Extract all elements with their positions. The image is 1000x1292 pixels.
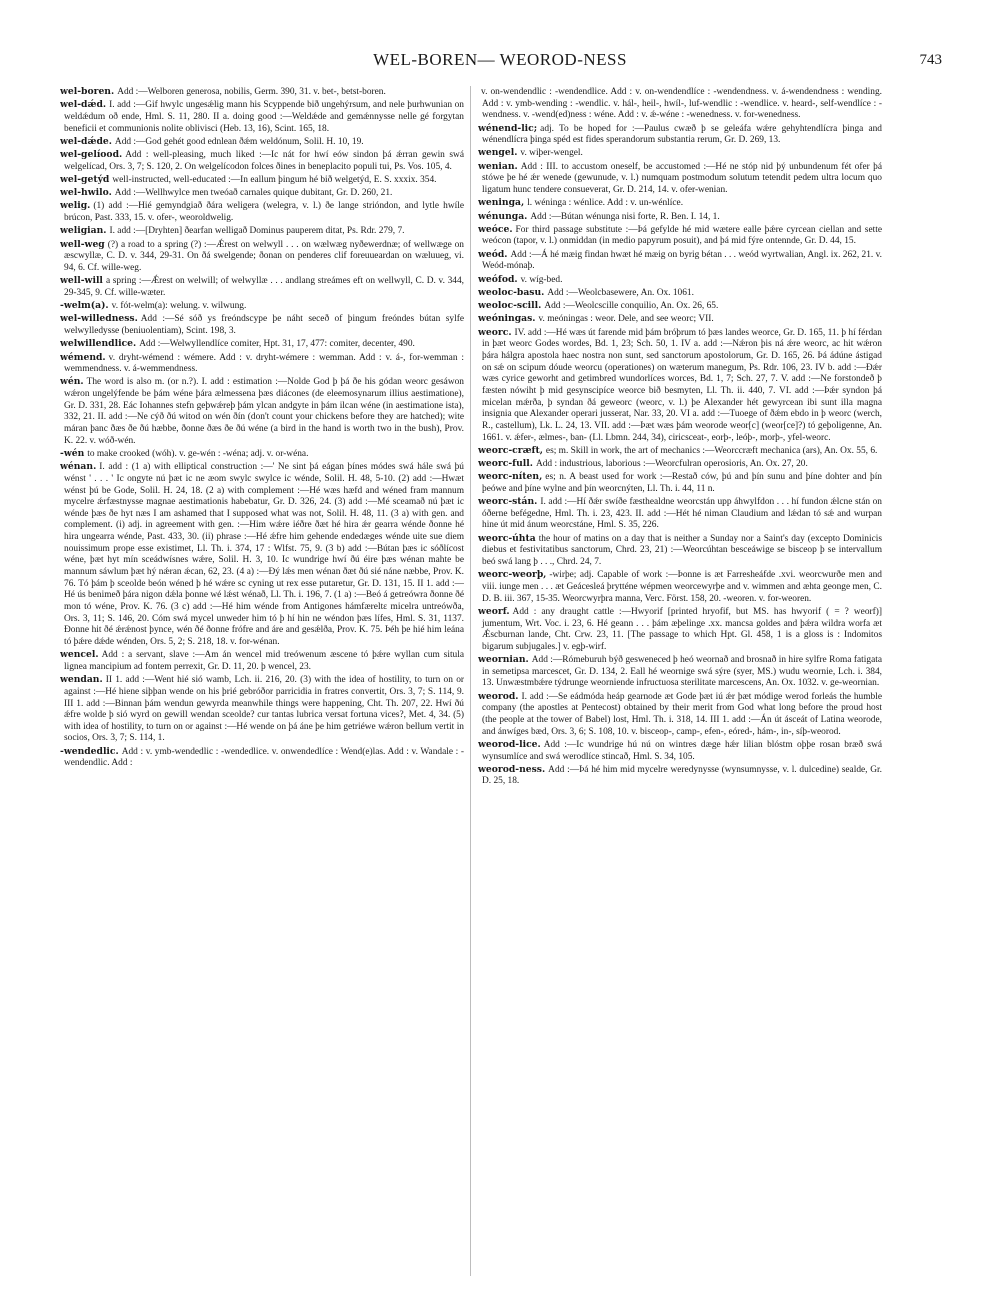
- entry-definition: v. fót-welm(a): welung. v. wilwung.: [111, 301, 247, 312]
- entry-definition: v. on-wendendlic : -wendendlice. Add : v. on-wendendlíce : -wendendness. v. á-wendendness : wending. Add : v. ymb-wending : -wendlic. v. hál-, heil-, hwíl-, luf-wendlic : -wendlice. v. heard-, self-wendlíce : -wendness. v. -wend(ed)ness : wéne. Add : v. ǽ-wéne : -wenedness. v. for-wenedness.: [481, 87, 882, 121]
- entry-definition: Add : v. ymb-wendedlic : -wendedlice. v. onwendedlíce : Wend(e)las. Add : v. Wandale : -wendendlic. Add :: [64, 746, 464, 769]
- entry-headword: weóce.: [478, 223, 513, 235]
- dictionary-entry: [478, 274, 882, 287]
- entry-definition: Add : industrious, laborious :—Weorcfulran operosioris, An. Ox. 27, 20.: [535, 459, 808, 469]
- dictionary-entry: [478, 313, 882, 326]
- entry-headword: wénunga.: [478, 210, 528, 222]
- entry-definition: Add :—Á hé mæig findan hwæt hé mæig on byrig bétan . . . weód wyrtwalian, Angl. ix. 262, 21. v. Weód-mónaþ.: [482, 249, 882, 272]
- entry-definition: Add :—Ic wundrige hú nú on wintres dæge hǽr lilian blóstm oþþe rosan bræð swá wynsumlíce and swá werodlíce stincað, Hml. S. 34, 105.: [482, 739, 882, 762]
- entry-headword: weorod.: [478, 690, 519, 702]
- dictionary-entry: [60, 300, 464, 313]
- dictionary-entry: [478, 691, 882, 739]
- entry-headword: wencel.: [60, 649, 99, 661]
- entry-headword: welwillendlice.: [60, 338, 137, 350]
- entry-definition: es; m. Skill in work, the art of mechanics :—Weorccræft mechanica (ars), An. Ox. 55, 6.: [545, 445, 878, 456]
- entry-headword: wel-boren.: [60, 86, 115, 97]
- entry-headword: weófod.: [478, 273, 518, 285]
- dictionary-entry: [478, 569, 882, 605]
- entry-definition: v. wiþer-wengel.: [520, 148, 583, 159]
- entry-definition: Add :—Wellhwylce men tweóað carnales quique dubitant, Gr. D. 260, 21.: [114, 188, 393, 199]
- entry-definition: Add :—Weolcbasewere, An. Ox. 1061.: [547, 287, 694, 298]
- dictionary-entry: [60, 200, 464, 224]
- entry-headword: weoloc-basu.: [478, 286, 545, 298]
- entry-headword: weód.: [478, 248, 508, 260]
- entry-headword: wel-gelíood.: [60, 149, 123, 161]
- dictionary-entry: [478, 123, 882, 147]
- dictionary-entry: [478, 86, 882, 122]
- dictionary-entry: [60, 174, 464, 187]
- dictionary-entry: [478, 224, 882, 248]
- entry-definition: (1) add :—Hié gemyndgiað ðára weligera (welegra, v. l.) ðe lange strióndon, and lytle hwíle brúcon, Past. 333, 15. v. ofer-, weoroldwelig.: [64, 201, 464, 224]
- dictionary-entry: [60, 649, 464, 673]
- entry-headword: weninga,: [478, 197, 525, 209]
- dictionary-entry: [478, 147, 882, 160]
- entry-definition: Add : any draught cattle :—Hwyorif [printed hryofif, but MS. has hwyorif ( = ? weorf)] jumentum, Wrt. Voc. i. 23, 6. Hé geann . . . þám æþelinge .xx. mancsa goldes and þǽra wildra worfa æt Ǽscburnan lande, Cht. Crw. 23, 11. [The passage to which Hpt. Gl. 458, 1 is a gloss is : Indomitos bigarum subjugales.] v. egþ-wirf.: [482, 606, 882, 652]
- entry-headword: weorod-ness.: [478, 763, 546, 775]
- entry-headword: weóningas.: [478, 313, 536, 325]
- entry-headword: wel-getýd: [60, 173, 110, 185]
- dictionary-entry: [60, 313, 464, 337]
- entry-definition: adj. To be hoped for :—Paulus cwæð þ se geleáfa wǽre gehyhtendlícra þinga and wénendlícra þinga spéd est fides sperandorum substantia rerum, Gr. D. 269, 13.: [482, 123, 882, 146]
- dictionary-entry: [60, 674, 464, 745]
- dictionary-entry: [478, 327, 882, 445]
- entry-definition: -wirþe; adj. Capable of work :—Þonne is æt Farresheáfde .xvi. weorcwurðe men and viii. iunge men . . . æt Geácesleá þrytténe wépmen weorcewyrþe and v. wimmen and æhta geonge men, C. D. B. iii. 367, 15-35. Weorcwyrþra manna, Verc. Först. 158, 20. -weoren. v. for-weoren.: [482, 570, 882, 604]
- entry-definition: Add :—Weolcscille conquilio, An. Ox. 26, 65.: [544, 301, 719, 312]
- entry-headword: wénan.: [60, 461, 97, 473]
- entry-headword: -wén: [60, 447, 85, 459]
- dictionary-entry: [478, 458, 882, 471]
- dictionary-entry: [60, 239, 464, 275]
- dictionary-entry: [60, 149, 464, 173]
- entry-definition: the hour of matins on a day that is neither a Sunday nor a Saint's day (excepto Dominicis diebus et festivitatibus sanctorum, Chrd. 23, 21) :—Weorcúhtan besceáwige se bisceop þ se intervallum beó swá lang þ . . ., Chrd. 24, 7.: [482, 533, 882, 568]
- dictionary-entry: [60, 136, 464, 149]
- entry-definition: (?) a road to a spring (?) :—Ǽrest on welwyll . . . on wælwæg nyðewerdnæ; of wellwæge on æscwyllæ, C. D. v. 344, 29-31. On ðá swelgende; ðonan on penderes clif foreuueardan on wæluueg, vi. 94, 6. Cf. wille-weg.: [64, 239, 464, 273]
- page-number: 743: [919, 52, 942, 68]
- entry-headword: weoloc-scill.: [478, 300, 542, 312]
- entry-headword: wénend-lic;: [478, 122, 538, 134]
- dictionary-entry: [478, 654, 882, 690]
- entry-headword: weorc-cræft,: [478, 444, 543, 456]
- entry-definition: to make crooked (wóh). v. ge-wén : -wéna; adj. v. or-wéna.: [87, 448, 309, 459]
- dictionary-entry: [60, 746, 464, 770]
- entry-headword: wel-willedness.: [60, 313, 138, 325]
- entry-definition: Add :—Welwyllendlíce comiter, Hpt. 31, 17, 477: comiter, decenter, 490.: [139, 339, 415, 350]
- dictionary-entry: [478, 764, 882, 788]
- entry-headword: weorc-níten,: [478, 471, 543, 483]
- dictionary-entry: [478, 496, 882, 532]
- entry-definition: I. add : (1 a) with elliptical construction :—' Ne sint þá eágan þínes módes swá hále swá þú wénst ' . . . ' Ic ongyte nú þæt ic ne æom swylc swylce ic wénde, Solil. H. 48, 5-10. (2) add :—Hwæt wénst þú be Gode, Solil. H. 24, 18. (2 a) with complement :—Hé wæs hæfd and wéned fram mannum mycelre ǽrfæstnysse magnae aestimationis habebatur, Gr. D. 326, 24. (3) add :—Mé sceamað nú þæt ic wénde þæs ðe hyt næs I am ashamed that I supposed what was not, Solil. H. 48, 11. (3 a) with gen. and complement. (i) adj. in agreement with gen. :—Him wǽre iéðre ðæt hé hira ǽr gearra wénde ðonne hé hira ungearra wénde, Past. 433, 30. (ii) phrase :—Hé ǽfre him gehende endedæges wénde uite sue diem nouissimum prope esse existimet, Ll. Th. i. 374, 17 : Wlfst. 75, 9. (3 b) add :—Bútan þæs ic sóðlícost wéne, þæt hyt mín sceádwísnes wǽre, Solil. H. 3, 10. Ic wundrige hwí ðú éire þæs wénan mahte be mannum sáwlum þæt hý nǽran ǽcan, 62, 23. (4 a) :—Ðý lǽs men wénan ðæt ðú sié náne næbbe, Prov. K. 76. Tó þám þ sceolde beón wéned þ hé wǽre sc cyning ut rex esse putaretur, Gr. D. 131, 15. II 1. add :—Hé ús benimeð þára nigon dǽla þonne wé lǽst wénað, Ll. Th. i. 196, 7. (1 a) :—Beó á getreówra ðonne ðé mon tó wéne, Prov. K. 76. (3 c) add :—Hé him wénde from Antigones hámfæreltε micelra untreówða, Ors. 3, 11; S. 146, 20. Cóm swá mycel unweder him tó þ hí hin ne wéndon þæs lífes, Hml. S. 31, 1137. Ðonne hit ðé ǽrǽnost þynce, wén ðé ðonne frófre and áre and gesǽlða, Prov. K. 75. Þéh þe hié him leána tó þǽre dǽde wénden, Ors. 5, 2; S. 218, 18. v. for-wénan.: [64, 462, 464, 648]
- entry-headword: weligian.: [60, 225, 107, 237]
- dictionary-entry: [60, 461, 464, 649]
- entry-headword: wel-hwilo.: [60, 187, 112, 199]
- dictionary-entry: [478, 445, 882, 458]
- entry-definition: well-instructed, well-educated :—In eallum þingum hé bið welgetýd, E. S. xxxix. 354.: [112, 174, 437, 185]
- entry-definition: Add :—Welboren generosa, nobilis, Germ. 390, 31. v. bet-, betst-boren.: [117, 87, 386, 97]
- entry-definition: I. add :—Gif hwylc ungesǽlig mann his Scyppende bið ungehýrsum, and nele þurhwunian on weldǽdum oð ende, Hml. S. 11, 280. II a. doing good :—Weldǽde and gemǽnnysse nelle gé forgytan beneficii et communionis nolite oblivisci (Heb. 13, 16), Scint. 165, 18.: [64, 100, 464, 134]
- right-column: [478, 86, 882, 1276]
- entry-definition: Add :—Sé sóð ys freóndscype þe náht seceð of þingum freóndes bútan sylfe welwylledysse (beniuolentiam), Scint. 198, 3.: [64, 314, 464, 336]
- entry-definition: For third passage substitute :—Þá gefylde hé mid wætere ealle þǽre cyrcean ciellan and sette weócon (tapor, v. l.) onmiddan (in medio papyrum posuit), and þá mid fýre ontennde, Gr. D. 44, 15.: [482, 224, 882, 247]
- dictionary-entry: [478, 739, 882, 763]
- entry-headword: weornian.: [478, 654, 529, 666]
- entry-headword: wén.: [60, 376, 84, 388]
- dictionary-entry: [478, 287, 882, 300]
- dictionary-entry: [478, 161, 882, 197]
- dictionary-entry: [60, 275, 464, 299]
- dictionary-entry: [60, 338, 464, 351]
- entry-headword: weorod-lice.: [478, 738, 541, 750]
- entry-definition: Add :—Bútan wénunga nisi forte, R. Ben. I. 14, 1.: [530, 211, 720, 222]
- dictionary-entry: [478, 471, 882, 495]
- entry-headword: wendan.: [60, 674, 103, 686]
- entry-headword: wenian.: [478, 160, 518, 172]
- dictionary-entry: [478, 211, 882, 224]
- entry-definition: Add : well-pleasing, much liked :—Ic nát for hwí eów sindon þá ǽrran gewin swá welgelícad, Ors. 3, 7; S. 120, 2. On welgelícodon folces ðines in beneplacito populi tui, Ps. Vos. 105, 4.: [64, 150, 464, 172]
- entry-headword: weorf.: [478, 605, 510, 617]
- dictionary-entry: [478, 300, 882, 313]
- entry-headword: weorc.: [478, 326, 512, 338]
- running-head: WEL-BOREN— WEOROD-NESS: [373, 50, 627, 69]
- dictionary-entry: [60, 352, 464, 376]
- dictionary-entry: [478, 533, 882, 569]
- entry-definition: I. add :—Se eádmóda heáp gearnode æt Gode þæt iú ǽr þæt módige werod forleás the humble company (the apostles at Pentecost) obtained by their merit from God what long before the proud host (the people at the tower of Babel) lost, Hml. Th. i. 318, 14. III 1. add :—Án út ásceát of Latina weorode, and ánwíges bæd, Ors. 3, 6; S. 108, 10. v. bisceop-, camp-, efen-, eóred-, hám-, in-, síþ-weorod.: [482, 691, 882, 737]
- page-header: [58, 50, 942, 78]
- entry-headword: weorc-stán.: [478, 496, 538, 508]
- entry-definition: Add :—Rómeburuh býð gesweneced þ heó weornað and brosnað in hire sylfre Roma fatigata in semetipsa marcescet, Gr. D. 134, 2. Eall hé weornige swá sýre (syer, MS.) wudu weornie, Lch. i. 384, 13. Unwæstmbǽre týdrunge weorniende infructuosa sterilitate marcescens, An. Ox. 1032. v. ge-weornian.: [482, 655, 882, 689]
- entry-definition: v. wíg-bed.: [520, 274, 563, 285]
- dictionary-entry: [478, 249, 882, 273]
- entry-headword: -welm(a).: [60, 300, 109, 312]
- entry-definition: I. add :—[Dryhten] ðearfan welligað Dominus pauperem ditat, Ps. Rdr. 279, 7.: [109, 226, 405, 237]
- entry-headword: weorc-weorþ,: [478, 569, 547, 581]
- entry-headword: wel-dǽd.: [60, 99, 107, 111]
- entry-definition: Add :—Þá hé him mid mycelre weredynysse (wynsumnysse, v. l. dulcedine) sealde, Gr. D. 25, 18.: [482, 764, 882, 787]
- entry-headword: wengel.: [478, 147, 518, 159]
- dictionary-entry: [478, 606, 882, 654]
- dictionary-entry: [60, 86, 464, 99]
- dictionary-entry: [478, 197, 882, 210]
- dictionary-entry: [60, 225, 464, 238]
- entry-headword: well-will: [60, 275, 103, 287]
- dictionary-entry: [60, 187, 464, 200]
- entry-headword: -wendedlic.: [60, 745, 119, 757]
- entry-definition: a spring :—Ǽrest on welwill; of welwyllæ . . . andlang streámes eft on wellwyll, C. D. v. 344, 29-345, 9. Cf. wille-wæter.: [64, 276, 464, 298]
- left-column: [60, 86, 464, 1276]
- entry-headword: welig.: [60, 200, 91, 212]
- dictionary-entry: [60, 448, 464, 461]
- entry-headword: weorc-úhta: [478, 532, 536, 544]
- entry-headword: wémend.: [60, 351, 106, 363]
- entry-definition: Add :—God gehét good ednlean ðǽm weldónum, Solil. H. 10, 19.: [114, 136, 364, 147]
- entry-definition: II 1. add :—Went hié sió wamb, Lch. ii. 216, 20. (3) with the idea of hostility, to turn on or against :—Hé hiene siþþan wende on his þrié gebróðor parricidia in fratres convertit, Ors. 3, 7; S. 114, 9. III 1. add :—Binnan þám wendun gewyrda meanwhile things were happening, Cht. Th. 207, 22. Hwí ðú ǽfre wolde þ sió wyrd on gewill wendan sceolde? cur tantas lubrica versat fortuna vices?, Met. 4, 34. (5) with idea of hostility, to turn on or against :—Hé wende on þá áne þe him getriéwe wǽron bellum vertit in socios, Ors. 3, 7; S. 114, 1.: [64, 675, 464, 744]
- entry-definition: The word is also m. (or n.?). I. add : estimation :—Nolde God þ þá ðe his gódan weorc gesáwon wǽron ungelýfende be þám wéne þára ælmessena þæs diácones (de eleemosynarum illius aestimatione), Gr. D. 331, 28. Eác Iohannes stefn geþwǽreþ þám ylcan andgyte in þám ilcan wéne (in aestimatione ista), 332, 21. II. add :—Ne cýð ðú witod on wén ðín (don't count your chickens before they are hatched); wite máran þanc ðæs ðe ðú hæbbe, ðonne ðæs ðe ðú wéne (a bird in the hand is worth two in the bush), Prov. K. 22. v. wóð-wén.: [64, 377, 464, 446]
- entry-definition: Add : III. to accustom oneself, be accustomed :—Hé ne stóp nid þý unbundenum fét ofer þá stówe þe hé ǽr wenede (gewunude, v. l.) numquam postmodum solutum tetendit pedem ultra locum quo ligatum hunc tendere consueverat, Gr. D. 214, 14. v. ofer-wenian.: [482, 161, 882, 196]
- entry-definition: l. wéninga : wénlice. Add : v. un-wénlíce.: [527, 198, 684, 209]
- entry-definition: v. dryht-wémend : wémere. Add : v. dryht-wémere : wemman. Add : v. á-, for-wemman : wemmendness. v. á-wemmendness.: [64, 352, 464, 375]
- entry-headword: wel-dǽde.: [60, 135, 112, 147]
- entry-definition: IV. add :—Hé wæs út farende mid þám bróþrum tó þæs landes weorce, Gr. D. 165, 11. þ hí férdan in þæt weorc Godes wordes, Bd. 1, 23; Sch. 50, 1. IV a. add :—Nǽron þis ná ǽre weorc, ac hit wǽron þára hálgra apostola haec nostra non sunt, sed sanctorum apostolorum, Gr. D. 165, 26. Þá ádúne ástigad on sǽ on scipum dóude weorcu (operationes) on wæterum manegum, Ps. Rdr. 106, 23. IV b. add :—Ðǽr wæs cyrice geworht and getimbred wundorlíces worces, Bd. 1, 7; Sch. 27, 7. V. add :—Ne forstondeð þ fæsten nówiht þ mid gesynscipíce weorce bið besmyten, Ll. Th. ii. 440, 7. VI. add :—Þǽr syndon þá micelan mǽrða, þ syndan ðá geweorc (weorc, v. l.) þe Alexander hét gewyrcean ibi sunt illa magna insignia que Alexander operari jusserat, Nar. 33, 20. VI a. add :—Tuoege of ðǽm ebdo in þ weorc (werch, R., castellum), Lk. L. 24, 13. VII. add :—Þæt wæs þám weorode weor[c] (weor[ce]?) tó geþoligenne, An. 1661. v. ǽfer-, ælmes-, ban- (Ll. Lbmn. 244, 34), ciricsceat-, eorþ-, leóþ-, morþ-, yfel-weorc.: [482, 327, 882, 443]
- dictionary-entry: [60, 376, 464, 447]
- column-divider: [470, 86, 471, 1276]
- entry-definition: I. add :—Hí ðǽr swíðe fæsthealdne weorcstán upp áhwylfdon . . . hí fundon ǽlcne stán on óðerne befégedne, Hml. Th. i. 23, 423. II. add :—Hét hé niman Claudium and lǽdan tó sǽ and wurpan hine út mid ánum weorcstáne, Hml. S. 35, 226.: [482, 497, 882, 531]
- entry-definition: es; n. A beast used for work :—Restað ców, þú and þín sunu and þíne dohter and þín þeówe and þíne wylne and þín weorcnýten, Ll. Th. i. 44, 11 n.: [482, 472, 882, 494]
- dictionary-entry: [60, 99, 464, 135]
- entry-definition: v. meóningas : weor. Dele, and see weorc; VII.: [538, 314, 714, 325]
- entry-definition: Add : a servant, slave :—Am án wencel mid treówenum æscene tó þǽre wyllan cum situla lignea mancipium ad fontem perrexit, Gr. D. 11, 20. þ wencel, 23.: [64, 650, 464, 672]
- entry-headword: well-weg: [60, 238, 105, 250]
- entry-headword: weorc-full.: [478, 458, 533, 469]
